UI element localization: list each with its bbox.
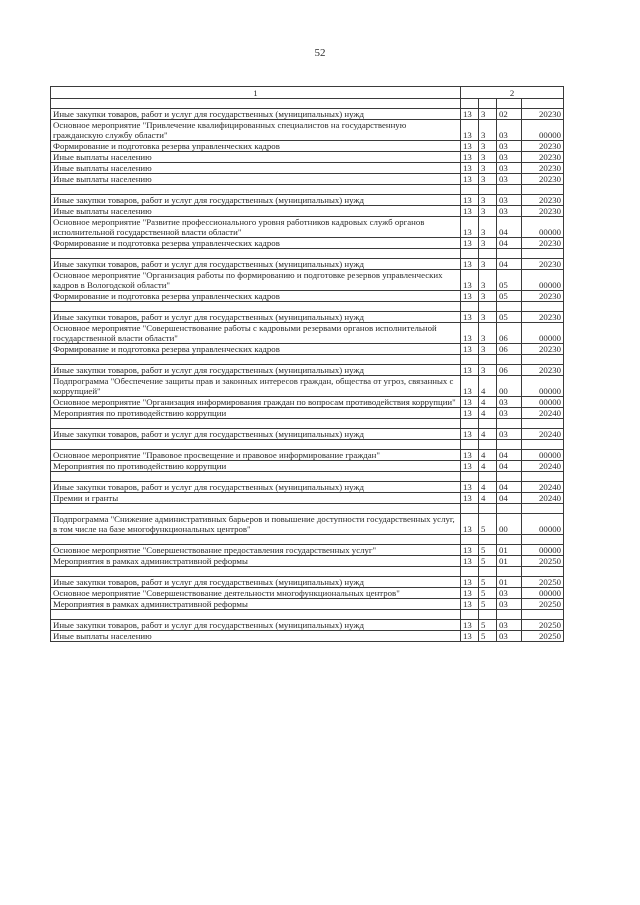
page-number: 52 (314, 47, 326, 59)
row-code-program: 5 (479, 588, 497, 599)
spacer-cell (522, 185, 564, 195)
table-row (51, 259, 564, 270)
table-row (51, 238, 564, 249)
row-description: Иные закупки товаров, работ и услуг для государственных (муниципальных) нужд (51, 620, 461, 631)
spacer-cell (51, 567, 461, 577)
spacer-cell (479, 302, 497, 312)
row-code-direction: 20230 (522, 174, 564, 185)
table-row (51, 599, 564, 610)
row-description: Иные закупки товаров, работ и услуг для государственных (муниципальных) нужд (51, 429, 461, 440)
row-code-program: 3 (479, 120, 497, 141)
row-code-event: 03 (497, 408, 522, 419)
row-code-section: 13 (461, 545, 479, 556)
table-row (51, 206, 564, 217)
table-row (51, 152, 564, 163)
row-code-section: 13 (461, 397, 479, 408)
row-code-direction: 20230 (522, 238, 564, 249)
budget-classification-table (50, 86, 564, 642)
table-row (51, 195, 564, 206)
row-code-section: 13 (461, 344, 479, 355)
spacer-cell (461, 355, 479, 365)
row-description: Иные закупки товаров, работ и услуг для государственных (муниципальных) нужд (51, 259, 461, 270)
row-code-section: 13 (461, 376, 479, 397)
spacer-cell (51, 185, 461, 195)
spacer-cell (479, 355, 497, 365)
row-code-program: 4 (479, 429, 497, 440)
row-code-program: 5 (479, 545, 497, 556)
spacer-cell (522, 419, 564, 429)
row-code-program: 3 (479, 109, 497, 120)
row-code-event: 04 (497, 259, 522, 270)
row-description: Премии и гранты (51, 493, 461, 504)
row-code-section: 13 (461, 493, 479, 504)
row-code-event: 04 (497, 238, 522, 249)
row-code-event: 03 (497, 588, 522, 599)
spacer-row (51, 99, 564, 109)
spacer-cell (522, 249, 564, 259)
row-code-direction: 00000 (522, 450, 564, 461)
row-code-direction: 00000 (522, 120, 564, 141)
row-code-section: 13 (461, 217, 479, 238)
spacer-cell (522, 472, 564, 482)
row-code-event: 04 (497, 461, 522, 472)
spacer-cell (522, 440, 564, 450)
table-row (51, 344, 564, 355)
table-row (51, 631, 564, 642)
row-code-direction: 20230 (522, 163, 564, 174)
row-code-section: 13 (461, 120, 479, 141)
row-code-event: 03 (497, 163, 522, 174)
spacer-cell (497, 302, 522, 312)
row-code-direction: 00000 (522, 514, 564, 535)
row-description: Формирование и подготовка резерва управленческих кадров (51, 238, 461, 249)
row-code-event: 01 (497, 556, 522, 567)
header-col-2: 2 (461, 87, 564, 99)
row-code-program: 4 (479, 482, 497, 493)
header-col-1: 1 (51, 87, 461, 99)
spacer-row (51, 419, 564, 429)
row-code-program: 3 (479, 323, 497, 344)
row-code-direction: 20250 (522, 599, 564, 610)
row-code-program: 3 (479, 163, 497, 174)
row-code-program: 3 (479, 238, 497, 249)
spacer-cell (497, 419, 522, 429)
row-description: Формирование и подготовка резерва управленческих кадров (51, 141, 461, 152)
row-description: Иные закупки товаров, работ и услуг для государственных (муниципальных) нужд (51, 312, 461, 323)
table-row (51, 461, 564, 472)
row-code-section: 13 (461, 556, 479, 567)
spacer-row (51, 302, 564, 312)
row-code-section: 13 (461, 163, 479, 174)
row-description: Формирование и подготовка резерва управленческих кадров (51, 344, 461, 355)
table-row (51, 365, 564, 376)
row-code-program: 3 (479, 206, 497, 217)
row-description: Основное мероприятие "Организация информирования граждан по вопросам противодействия коррупции" (51, 397, 461, 408)
spacer-cell (497, 610, 522, 620)
row-code-program: 3 (479, 152, 497, 163)
table-row (51, 577, 564, 588)
spacer-cell (479, 610, 497, 620)
row-description: Иные выплаты населению (51, 152, 461, 163)
row-code-program: 3 (479, 344, 497, 355)
table-row (51, 450, 564, 461)
row-description: Иные закупки товаров, работ и услуг для государственных (муниципальных) нужд (51, 482, 461, 493)
spacer-cell (522, 302, 564, 312)
row-code-direction: 20230 (522, 344, 564, 355)
table-row (51, 270, 564, 291)
spacer-cell (479, 249, 497, 259)
row-description: Иные закупки товаров, работ и услуг для государственных (муниципальных) нужд (51, 365, 461, 376)
row-code-direction: 20250 (522, 620, 564, 631)
row-description: Мероприятия по противодействию коррупции (51, 461, 461, 472)
row-code-section: 13 (461, 195, 479, 206)
row-code-direction: 20230 (522, 141, 564, 152)
row-code-program: 4 (479, 408, 497, 419)
row-code-event: 01 (497, 577, 522, 588)
row-code-direction: 00000 (522, 376, 564, 397)
row-description: Иные закупки товаров, работ и услуг для государственных (муниципальных) нужд (51, 195, 461, 206)
spacer-cell (497, 249, 522, 259)
spacer-row (51, 504, 564, 514)
row-code-section: 13 (461, 174, 479, 185)
row-code-event: 03 (497, 174, 522, 185)
spacer-cell (51, 99, 461, 109)
row-code-direction: 20230 (522, 152, 564, 163)
row-description: Иные выплаты населению (51, 206, 461, 217)
spacer-cell (497, 440, 522, 450)
row-code-program: 4 (479, 450, 497, 461)
row-code-event: 04 (497, 450, 522, 461)
row-description: Иные выплаты населению (51, 631, 461, 642)
spacer-cell (479, 472, 497, 482)
table-row (51, 545, 564, 556)
row-code-section: 13 (461, 365, 479, 376)
row-code-event: 01 (497, 545, 522, 556)
spacer-cell (479, 419, 497, 429)
row-code-program: 5 (479, 599, 497, 610)
table-row (51, 312, 564, 323)
row-code-program: 5 (479, 577, 497, 588)
spacer-row (51, 567, 564, 577)
spacer-cell (497, 504, 522, 514)
row-code-program: 3 (479, 291, 497, 302)
spacer-cell (461, 567, 479, 577)
row-code-program: 4 (479, 397, 497, 408)
row-code-program: 3 (479, 217, 497, 238)
spacer-cell (461, 302, 479, 312)
row-code-direction: 20230 (522, 259, 564, 270)
table-row (51, 493, 564, 504)
table-row (51, 429, 564, 440)
row-description: Мероприятия в рамках административной реформы (51, 556, 461, 567)
row-code-direction: 20230 (522, 195, 564, 206)
row-code-section: 13 (461, 141, 479, 152)
row-code-program: 5 (479, 631, 497, 642)
table-row (51, 217, 564, 238)
row-code-section: 13 (461, 577, 479, 588)
row-code-event: 05 (497, 270, 522, 291)
row-code-direction: 20250 (522, 577, 564, 588)
table-row (51, 163, 564, 174)
row-code-direction: 20230 (522, 206, 564, 217)
row-code-event: 03 (497, 397, 522, 408)
spacer-cell (522, 355, 564, 365)
row-code-section: 13 (461, 259, 479, 270)
spacer-cell (522, 99, 564, 109)
row-code-section: 13 (461, 620, 479, 631)
row-code-event: 05 (497, 312, 522, 323)
row-code-event: 02 (497, 109, 522, 120)
row-code-section: 13 (461, 270, 479, 291)
row-description: Основное мероприятие "Совершенствование работы с кадровыми резервами органов исполнительной государственной власти области" (51, 323, 461, 344)
spacer-cell (461, 185, 479, 195)
row-code-section: 13 (461, 482, 479, 493)
spacer-cell (461, 535, 479, 545)
row-description: Основное мероприятие "Развитие профессионального уровня работников кадровых служб органов исполнительной государственной власти области" (51, 217, 461, 238)
row-description: Иные закупки товаров, работ и услуг для государственных (муниципальных) нужд (51, 109, 461, 120)
row-code-section: 13 (461, 631, 479, 642)
row-description: Основное мероприятие "Совершенствование деятельности многофункциональных центров" (51, 588, 461, 599)
row-description: Иные выплаты населению (51, 163, 461, 174)
row-code-program: 4 (479, 376, 497, 397)
row-description: Формирование и подготовка резерва управленческих кадров (51, 291, 461, 302)
row-code-direction: 00000 (522, 270, 564, 291)
table-row (51, 556, 564, 567)
row-code-program: 5 (479, 556, 497, 567)
spacer-cell (461, 419, 479, 429)
spacer-cell (479, 535, 497, 545)
spacer-row (51, 249, 564, 259)
spacer-cell (461, 472, 479, 482)
table-row (51, 514, 564, 535)
row-description: Подпрограмма "Обеспечение защиты прав и законных интересов граждан, общества от угроз, связанных с коррупцией" (51, 376, 461, 397)
spacer-cell (461, 610, 479, 620)
spacer-cell (51, 472, 461, 482)
table-row (51, 397, 564, 408)
row-code-section: 13 (461, 312, 479, 323)
table-row (51, 141, 564, 152)
row-code-section: 13 (461, 323, 479, 344)
row-description: Иные выплаты населению (51, 174, 461, 185)
row-code-section: 13 (461, 206, 479, 217)
spacer-cell (461, 249, 479, 259)
spacer-row (51, 535, 564, 545)
spacer-cell (497, 567, 522, 577)
row-code-program: 3 (479, 365, 497, 376)
spacer-cell (51, 610, 461, 620)
row-code-direction: 00000 (522, 588, 564, 599)
row-code-event: 00 (497, 376, 522, 397)
row-code-direction: 20250 (522, 556, 564, 567)
row-description: Иные закупки товаров, работ и услуг для государственных (муниципальных) нужд (51, 577, 461, 588)
row-code-event: 04 (497, 217, 522, 238)
row-code-program: 3 (479, 270, 497, 291)
row-code-section: 13 (461, 109, 479, 120)
table-header-row (51, 87, 564, 99)
row-code-program: 3 (479, 312, 497, 323)
row-code-program: 5 (479, 620, 497, 631)
row-description: Основное мероприятие "Организация работы по формированию и подготовке резервов управленческих кадров в Вологодской области" (51, 270, 461, 291)
row-code-section: 13 (461, 429, 479, 440)
spacer-cell (497, 355, 522, 365)
spacer-cell (51, 440, 461, 450)
row-code-program: 3 (479, 174, 497, 185)
row-code-program: 4 (479, 461, 497, 472)
row-code-section: 13 (461, 599, 479, 610)
row-code-event: 03 (497, 620, 522, 631)
table-row (51, 588, 564, 599)
spacer-row (51, 472, 564, 482)
row-code-direction: 20240 (522, 429, 564, 440)
row-code-section: 13 (461, 514, 479, 535)
row-code-section: 13 (461, 408, 479, 419)
spacer-row (51, 610, 564, 620)
row-code-event: 03 (497, 206, 522, 217)
row-code-program: 3 (479, 195, 497, 206)
row-code-direction: 20240 (522, 408, 564, 419)
spacer-cell (522, 504, 564, 514)
spacer-cell (51, 419, 461, 429)
row-code-event: 03 (497, 152, 522, 163)
spacer-cell (522, 535, 564, 545)
row-code-direction: 00000 (522, 397, 564, 408)
spacer-cell (479, 185, 497, 195)
row-code-event: 04 (497, 493, 522, 504)
row-description: Мероприятия по противодействию коррупции (51, 408, 461, 419)
row-description: Подпрограмма "Снижение административных барьеров и повышение доступности государственных услуг, в том числе на базе многофункциональных центров" (51, 514, 461, 535)
row-code-direction: 00000 (522, 217, 564, 238)
row-code-direction: 20240 (522, 493, 564, 504)
spacer-cell (479, 99, 497, 109)
table-row (51, 109, 564, 120)
row-code-direction: 20230 (522, 365, 564, 376)
spacer-cell (497, 472, 522, 482)
table-body (51, 87, 564, 642)
spacer-cell (461, 99, 479, 109)
spacer-cell (522, 610, 564, 620)
spacer-cell (51, 302, 461, 312)
spacer-cell (497, 535, 522, 545)
row-code-section: 13 (461, 152, 479, 163)
spacer-cell (51, 535, 461, 545)
spacer-cell (479, 567, 497, 577)
row-description: Основное мероприятие "Совершенствование предоставления государственных услуг" (51, 545, 461, 556)
table-row (51, 323, 564, 344)
row-code-event: 03 (497, 195, 522, 206)
row-code-section: 13 (461, 238, 479, 249)
row-code-event: 06 (497, 365, 522, 376)
row-code-event: 04 (497, 482, 522, 493)
row-code-event: 03 (497, 141, 522, 152)
spacer-cell (479, 504, 497, 514)
table-row (51, 408, 564, 419)
row-code-direction: 00000 (522, 323, 564, 344)
row-code-section: 13 (461, 450, 479, 461)
table-row (51, 174, 564, 185)
row-code-direction: 20250 (522, 631, 564, 642)
row-code-program: 5 (479, 514, 497, 535)
spacer-row (51, 440, 564, 450)
spacer-cell (51, 504, 461, 514)
table-row (51, 620, 564, 631)
row-code-direction: 20230 (522, 291, 564, 302)
row-code-event: 03 (497, 120, 522, 141)
row-code-section: 13 (461, 588, 479, 599)
row-code-section: 13 (461, 291, 479, 302)
row-code-direction: 20230 (522, 109, 564, 120)
table-row (51, 376, 564, 397)
row-description: Основное мероприятие "Правовое просвещение и правовое информирование граждан" (51, 450, 461, 461)
spacer-cell (461, 504, 479, 514)
row-code-program: 3 (479, 259, 497, 270)
spacer-cell (479, 440, 497, 450)
spacer-cell (497, 185, 522, 195)
spacer-cell (461, 440, 479, 450)
row-code-direction: 00000 (522, 545, 564, 556)
row-code-program: 4 (479, 493, 497, 504)
table-row (51, 120, 564, 141)
spacer-cell (51, 355, 461, 365)
row-code-program: 3 (479, 141, 497, 152)
table-row (51, 482, 564, 493)
row-description: Мероприятия в рамках административной реформы (51, 599, 461, 610)
row-code-direction: 20240 (522, 461, 564, 472)
spacer-row (51, 355, 564, 365)
spacer-cell (497, 99, 522, 109)
row-code-section: 13 (461, 461, 479, 472)
row-code-event: 06 (497, 323, 522, 344)
row-code-event: 03 (497, 599, 522, 610)
spacer-cell (522, 567, 564, 577)
spacer-row (51, 185, 564, 195)
spacer-cell (51, 249, 461, 259)
row-code-event: 06 (497, 344, 522, 355)
row-code-event: 03 (497, 429, 522, 440)
row-code-direction: 20240 (522, 482, 564, 493)
row-code-event: 03 (497, 631, 522, 642)
row-description: Основное мероприятие "Привлечение квалифицированных специалистов на государственную гражданскую службу области" (51, 120, 461, 141)
row-code-event: 00 (497, 514, 522, 535)
table-row (51, 291, 564, 302)
row-code-event: 05 (497, 291, 522, 302)
row-code-direction: 20230 (522, 312, 564, 323)
